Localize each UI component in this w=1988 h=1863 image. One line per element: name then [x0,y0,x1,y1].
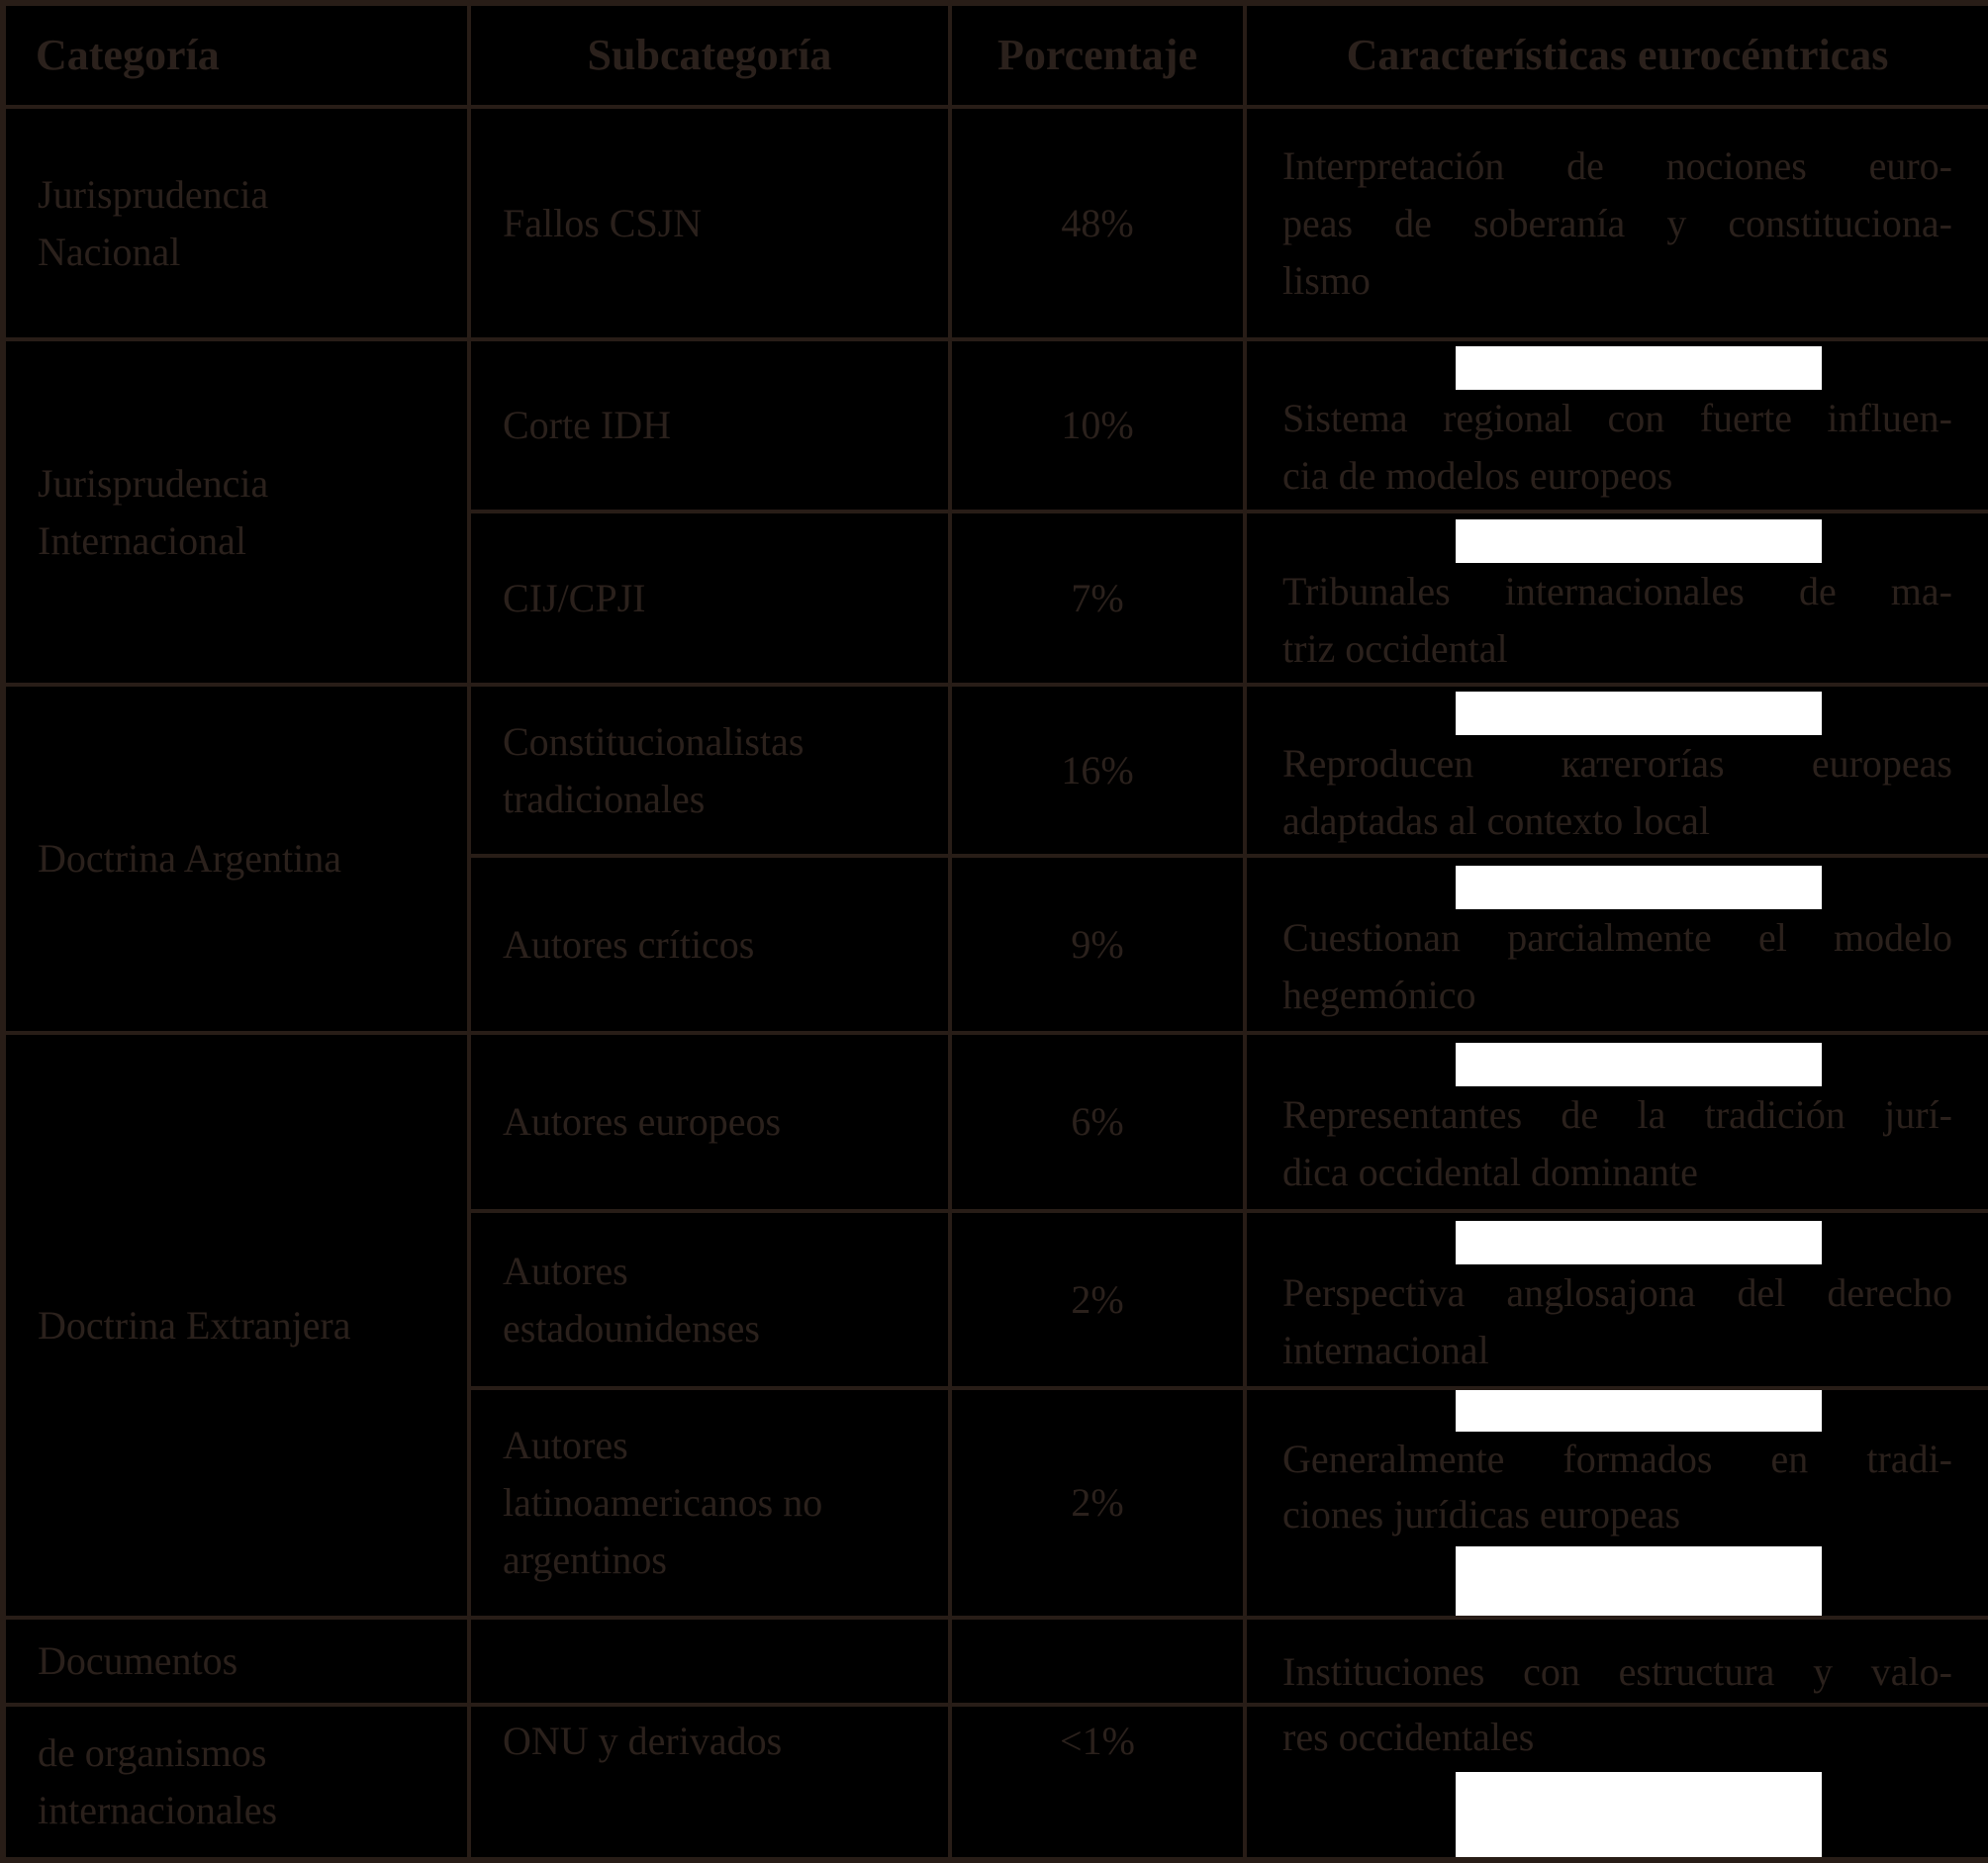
row-documentos-part1 [3,1618,1988,1705]
percentage-cell: 7% [950,512,1245,685]
characteristics-text: peas de soberanía y constituciona- [1282,200,1952,245]
subcategory-cell [469,1211,950,1388]
subcategory-label: Corte IDH [503,403,671,447]
redaction-box [1456,519,1822,563]
redaction-box [1456,866,1822,909]
category-cell-jurisprudencia-nacional [3,107,469,339]
category-label: Jurisprudencia [38,460,269,506]
subcategory-cell [469,512,950,685]
subcategory-cell [469,107,950,339]
characteristics-text: dica occidental dominante [1282,1150,1698,1194]
characteristics-text: res occidentales [1282,1715,1535,1759]
subcategory-label: latinoamericanos no [503,1480,823,1525]
characteristics-cell [1245,1705,1988,1860]
redaction-box [1456,346,1822,390]
subcategory-cell [469,685,950,856]
characteristics-text: internacional [1282,1327,1489,1372]
subcategory-label: tradicionales [503,776,706,821]
percentage-cell: 6% [950,1033,1245,1211]
row-corte-idh [3,339,1988,512]
characteristics-cell [1245,1618,1988,1705]
percentage-cell: 10% [950,339,1245,512]
category-label: Nacional [38,229,181,274]
characteristics-text: Representantes de la tradición jurí- [1282,1092,1952,1137]
subcategory-label: Autores [503,1423,628,1467]
characteristics-cell [1245,107,1988,339]
subcategory-cell [469,339,950,512]
subcategory-cell [469,1705,950,1860]
subcategory-label: Autores críticos [503,921,755,967]
percentage-cell: 48% [950,107,1245,339]
col-header-caracteristicas: Características eurocéntricas [1245,3,1988,107]
redaction-box [1456,1390,1822,1432]
row-constitucionalistas [3,685,1988,856]
category-label: de organismos [38,1730,267,1775]
characteristics-text: adaptadas al contexto local [1282,797,1711,843]
subcategory-label: CIJ/CPJI [503,575,646,620]
row-onu-derivados [3,1705,1988,1860]
row-fallos-csjn [3,107,1988,339]
category-label: Jurisprudencia [38,171,269,217]
subcategory-label: Autores [503,1248,628,1293]
percentage-cell: 2% [950,1388,1245,1618]
characteristics-text: ciones jurídicas europeas [1282,1492,1681,1537]
header-row [3,3,1988,107]
category-cell-doctrina-argentina [3,685,469,1033]
subcategory-cell [469,1388,950,1618]
characteristics-text: triz occidental [1282,625,1508,671]
characteristics-text: Instituciones con estructura y valo- [1282,1649,1952,1694]
redaction-box [1456,1546,1822,1616]
characteristics-cell [1245,1388,1988,1618]
characteristics-text: Cuestionan parcialmente el modelo [1282,914,1952,960]
characteristics-cell [1245,339,1988,512]
col-header-categoria: Categoría [3,3,469,107]
characteristics-text: Generalmente formados en tradi- [1282,1437,1952,1481]
category-cell-documentos [3,1618,469,1705]
row-autores-europeos [3,1033,1988,1211]
percentage-cell: 2% [950,1211,1245,1388]
subcategory-label: estadounidenses [503,1305,760,1351]
category-label: Doctrina Extranjera [38,1302,351,1348]
characteristics-cell [1245,1033,1988,1211]
characteristics-cell [1245,1211,1988,1388]
subcategory-label: ONU y derivados [503,1719,783,1763]
redaction-box [1456,1043,1822,1086]
col-header-porcentaje: Porcentaje [950,3,1245,107]
subcategory-cell [469,1033,950,1211]
category-label: Doctrina Argentina [38,836,341,881]
characteristics-text: Reproducen категorías europeas [1282,740,1952,786]
characteristics-text: Tribunales internacionales de ma- [1282,568,1952,613]
category-label: internacionales [38,1788,278,1832]
characteristics-cell [1245,856,1988,1033]
subcategory-label: Constitucionalistas [503,718,805,764]
category-cell-documentos-cont [3,1705,469,1860]
col-header-subcategoria: Subcategoría [469,3,950,107]
category-label: Documentos [38,1638,238,1683]
characteristics-cell [1245,685,1988,856]
category-cell-jurisprudencia-internacional [3,339,469,685]
percentage-cell: 16% [950,685,1245,856]
redaction-box [1456,1221,1822,1264]
percentage-cell: <1% [950,1705,1245,1860]
characteristics-text: Perspectiva anglosajona del derecho [1282,1269,1952,1315]
characteristics-text: Sistema regional con fuerte influen- [1282,396,1952,440]
subcategory-cell [469,856,950,1033]
percentage-cell-empty [950,1618,1245,1705]
redaction-box [1456,1772,1822,1857]
characteristics-text: cia de modelos europeos [1282,453,1673,498]
category-label: Internacional [38,517,246,563]
subcategory-label: Autores europeos [503,1099,782,1144]
category-cell-doctrina-extranjera [3,1033,469,1618]
redaction-box [1456,692,1822,735]
subcategory-label: Fallos CSJN [503,200,703,245]
subcategory-label: argentinos [503,1537,667,1582]
percentage-cell: 9% [950,856,1245,1033]
characteristics-cell [1245,512,1988,685]
characteristics-text: Interpretación de nociones euro- [1282,142,1952,188]
characteristics-text: lismo [1282,257,1371,303]
characteristics-text: hegemónico [1282,972,1476,1017]
subcategory-cell-empty [469,1618,950,1705]
